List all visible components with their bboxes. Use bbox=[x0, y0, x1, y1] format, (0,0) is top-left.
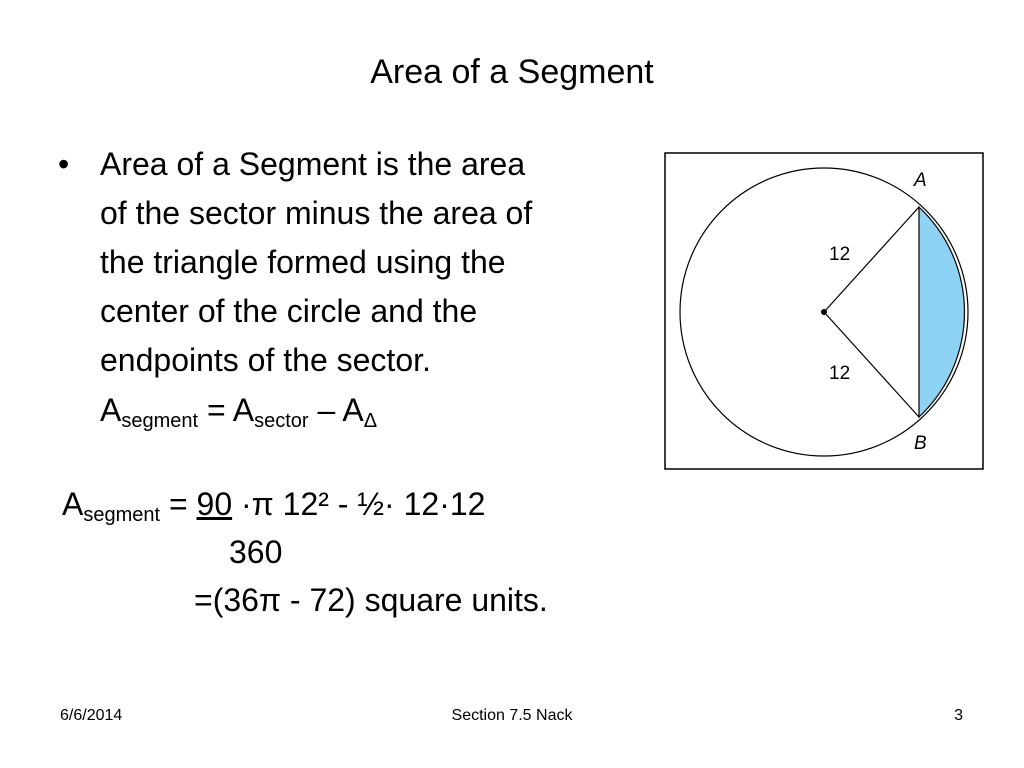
bullet-line: endpoints of the sector. bbox=[100, 342, 431, 378]
formula-operator: – bbox=[308, 392, 343, 428]
radius-label-top: 12 bbox=[829, 244, 851, 265]
point-label-a: A bbox=[914, 170, 927, 191]
formula-subscript: Δ bbox=[363, 410, 378, 432]
slide-number: 3 bbox=[954, 707, 963, 724]
footer-date: 6/6/2014 bbox=[60, 707, 123, 724]
center-point bbox=[821, 309, 827, 315]
bullet-line: center of the circle and the bbox=[100, 293, 478, 329]
formula-term: A bbox=[62, 486, 84, 522]
bullet-symbol: • bbox=[58, 146, 70, 182]
footer-section: Section 7.5 Nack bbox=[451, 707, 573, 724]
formula-subscript: segment bbox=[121, 410, 199, 432]
point-label-b: B bbox=[914, 433, 927, 454]
bullet-text bbox=[100, 140, 660, 385]
bullet-line: Area of a Segment is the area bbox=[100, 146, 526, 182]
segment-area-calculation bbox=[62, 480, 485, 528]
circle-segment-figure bbox=[664, 152, 984, 470]
radius-label-bottom: 12 bbox=[829, 363, 851, 384]
slide-title: Area of a Segment bbox=[370, 53, 654, 91]
formula-operator: = bbox=[160, 486, 197, 522]
fraction-denominator: 360 bbox=[229, 534, 283, 570]
formula-term: A bbox=[232, 392, 255, 428]
formula-subscript: segment bbox=[83, 504, 161, 526]
bullet-line: of the sector minus the area of bbox=[100, 195, 533, 231]
bullet-line: the triangle formed using the bbox=[100, 244, 506, 280]
segment-area-formula bbox=[100, 386, 377, 434]
fraction-numerator: 90 bbox=[196, 486, 233, 522]
formula-subscript: sector bbox=[254, 410, 309, 432]
formula-operator: = bbox=[198, 392, 233, 428]
formula-rest: ·π 12² - ½· 12·12 bbox=[232, 486, 486, 522]
formula-term: A bbox=[100, 392, 122, 428]
formula-result: =(36π - 72) square units. bbox=[194, 582, 548, 618]
formula-term: A bbox=[342, 392, 364, 428]
